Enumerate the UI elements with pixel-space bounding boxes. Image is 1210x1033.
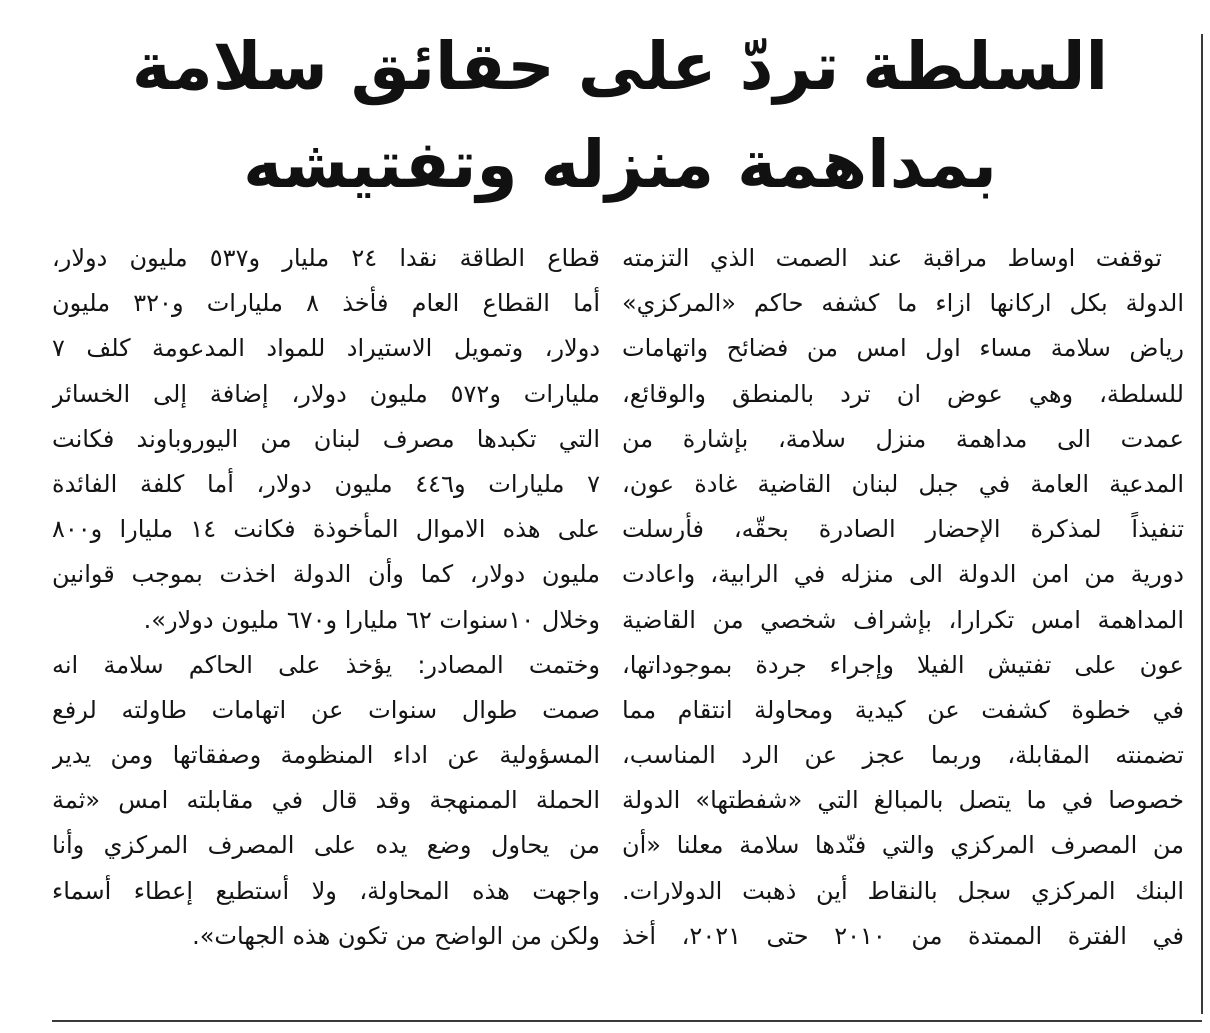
article-line: عمدت الى مداهمة منزل سلامة، بإشارة من: [622, 424, 1184, 453]
article-line: وختمت المصادر: يؤخذ على الحاكم سلامة انه: [52, 650, 600, 679]
article-line: للسلطة، وهي عوض ان ترد بالمنطق والوقائع،: [622, 379, 1184, 408]
article-line: دولار، وتمويل الاستيراد للمواد المدعومة كلف ٧: [52, 334, 600, 363]
article-line: ٧ مليارات و٤٤٦ مليون دولار، أما كلفة الفائدة: [52, 469, 600, 498]
article-line: أما القطاع العام فأخذ ٨ مليارات و٣٢٠ مليون: [52, 289, 600, 318]
article-line: المداهمة امس تكرارا، بإشراف شخصي من القاضية: [622, 605, 1184, 634]
bottom-rule: [52, 1020, 1202, 1022]
article-line: رياض سلامة مساء اول امس من فضائح واتهامات: [622, 334, 1184, 363]
article-line: الحملة الممنهجة وقد قال في مقابلته امس «ثمة: [52, 786, 600, 815]
article-line: قطاع الطاقة نقدا ٢٤ مليار و٥٣٧ مليون دولار،: [52, 244, 600, 272]
article-line: مليون دولار، كما وأن الدولة اخذت بموجب قوانين: [52, 560, 600, 589]
article-line: من المصرف المركزي والتي فنّدها سلامة معلنا «أن: [622, 831, 1184, 860]
article-line: المدعية العامة في جبل لبنان القاضية غادة عون،: [622, 469, 1184, 498]
article-line: على هذه الاموال المأخوذة فكانت ١٤ مليارا و٨٠٠: [52, 515, 600, 544]
article-line: تنفيذاً لمذكرة الإحضار الصادرة بحقّه، فأرسلت: [622, 515, 1184, 544]
article-line: المسؤولية عن اداء المنظومة وصفقاتها ومن يدير: [52, 741, 600, 770]
headline-line-2: بمداهمة منزله وتفتيشه: [243, 126, 997, 203]
column-divider-rule: [1201, 34, 1203, 1014]
article-line: عون على تفتيش الفيلا وإجراء جردة بموجوداتها،: [622, 650, 1184, 679]
article-line: مليارات و٥٧٢ مليون دولار، إضافة إلى الخسائر: [52, 379, 600, 408]
article-line: تضمنته المقابلة، وربما عجز عن الرد المناسب،: [622, 741, 1184, 770]
article-line: من يحاول وضع يده على المصرف المركزي وأنا: [52, 831, 600, 860]
article-line: في الفترة الممتدة من ٢٠١٠ حتى ٢٠٢١، أخذ: [622, 921, 1184, 950]
article-line: خصوصا في ما يتصل بالمبالغ التي «شفطتها» الدولة: [622, 786, 1184, 815]
article-line: دورية من امن الدولة الى منزله في الرابية، واعادت: [622, 560, 1184, 589]
article-line: واجهت هذه المحاولة، ولا أستطيع إعطاء أسماء: [52, 876, 600, 905]
article-line: ولكن من الواضح من تكون هذه الجهات».: [192, 921, 600, 950]
article-line: البنك المركزي سجل بالنقاط أين ذهبت الدولارات.: [622, 876, 1184, 905]
article-line: التي تكبدها مصرف لبنان من اليوروباوند فكانت: [52, 424, 600, 453]
article-line: وخلال ١٠سنوات ٦٢ مليارا و٦٧٠ مليون دولار».: [143, 605, 600, 634]
article-line: توقفت اوساط مراقبة عند الصمت الذي التزمته: [622, 244, 1162, 272]
headline-line-1: السلطة تردّ على حقائق سلامة: [131, 28, 1109, 105]
article-column-right: [622, 236, 1184, 959]
article-line: صمت طوال سنوات عن اتهامات طاولته لرفع: [52, 695, 600, 724]
article-column-left: [52, 236, 600, 959]
article-line: الدولة بكل اركانها ازاء ما كشفه حاكم «المركزي»: [622, 289, 1184, 318]
article-line: في خطوة كشفت عن كيدية ومحاولة انتقام مما: [622, 695, 1184, 724]
headline: [60, 18, 1180, 214]
